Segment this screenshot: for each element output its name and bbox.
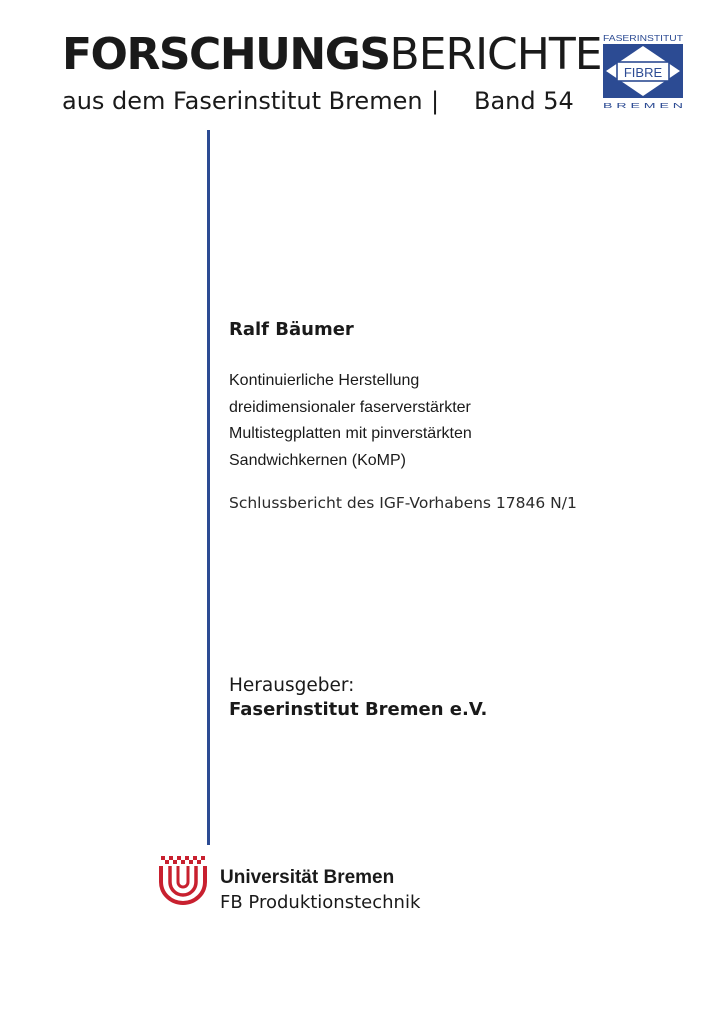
fibre-logo-bottom-text: B R E M E N — [603, 101, 683, 110]
publisher-name: Faserinstitut Bremen e.V. — [229, 699, 488, 720]
university-department: FB Produktionstechnik — [220, 892, 421, 913]
series-subtitle: aus dem Faserinstitut Bremen — [62, 87, 423, 115]
fibre-logo — [601, 34, 685, 110]
fibre-logo-top-text: FASERINSTITUT — [603, 34, 684, 43]
accent-vertical-line — [207, 130, 210, 845]
subtitle-separator: | — [431, 87, 440, 115]
volume-number: Band 54 — [474, 87, 574, 115]
fibre-logo-center-text: FIBRE — [623, 65, 663, 80]
report-title-line: Multistegplatten mit pinverstärkten — [229, 425, 472, 442]
publisher-label: Herausgeber: — [229, 675, 355, 696]
report-title-line: Kontinuierliche Herstellung — [229, 372, 420, 389]
series-title-light: BERICHTE — [389, 29, 602, 80]
series-subtitle-line — [62, 86, 574, 116]
report-note: Schlussbericht des IGF-Vorhabens 17846 N/1 — [229, 494, 577, 512]
series-title — [62, 30, 602, 80]
report-title-line: Sandwichkernen (KoMP) — [229, 451, 406, 469]
author-name: Ralf Bäumer — [229, 319, 354, 340]
report-title-line: dreidimensionaler faserverstärkter — [229, 398, 471, 416]
series-title-bold: FORSCHUNGS — [62, 29, 390, 80]
university-logo — [157, 855, 209, 905]
university-name: Universität Bremen — [220, 867, 395, 888]
report-title — [229, 368, 559, 474]
